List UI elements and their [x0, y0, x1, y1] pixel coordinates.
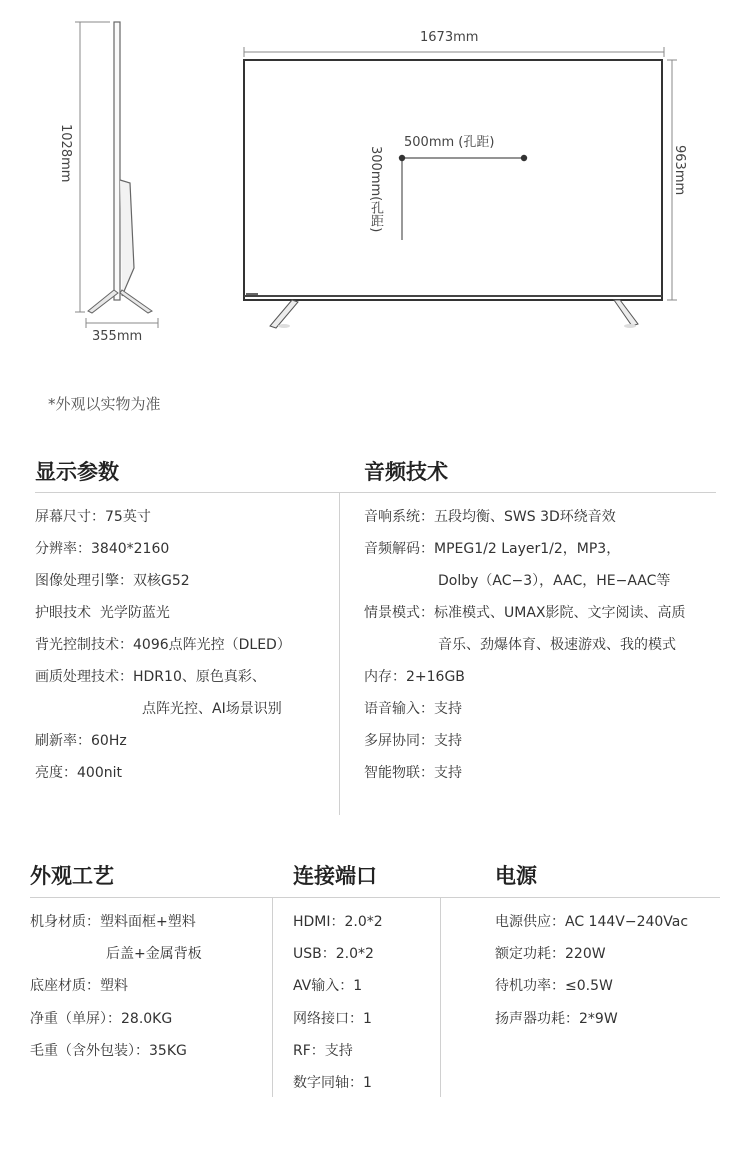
section-divider — [30, 897, 720, 898]
side-view — [75, 22, 158, 328]
front-view — [244, 47, 677, 328]
spec-row: HDMI：2.0*2 — [293, 914, 383, 930]
depth-label: 355mm — [92, 329, 143, 344]
display-section-title: 显示参数 — [35, 460, 119, 484]
spec-row: AV输入：1 — [293, 978, 363, 994]
height-label: 1028mm — [58, 124, 73, 183]
section-divider — [35, 492, 716, 493]
spec-row-continuation: 点阵光控、AI场景识别 — [142, 701, 282, 717]
appearance-section-title: 外观工艺 — [30, 864, 114, 888]
spec-row-continuation: 后盖+金属背板 — [106, 946, 202, 962]
column-divider — [339, 492, 340, 815]
spec-row: 音响系统：五段均衡、SWS 3D环绕音效 — [364, 509, 616, 525]
spec-row: 智能物联：支持 — [364, 765, 462, 781]
spec-row: 屏幕尺寸：75英寸 — [35, 509, 151, 525]
spec-row: 机身材质：塑料面框+塑料 — [30, 914, 196, 930]
spec-row: 分辨率：3840*2160 — [35, 541, 170, 557]
panel-height-label: 963mm — [672, 145, 687, 196]
hole-vertical-label: 300mm(孔距) — [368, 146, 383, 233]
spec-row: 净重（单屏）：28.0KG — [30, 1011, 173, 1027]
spec-row: 画质处理技术：HDR10、原色真彩、 — [35, 669, 266, 685]
power-section-title: 电源 — [495, 864, 537, 888]
spec-row: 情景模式：标准模式、UMAX影院、文字阅读、高质 — [364, 605, 686, 621]
spec-row: 扬声器功耗：2*9W — [495, 1011, 618, 1027]
audio-section-title: 音频技术 — [364, 460, 448, 484]
spec-row: 多屏协同：支持 — [364, 733, 462, 749]
spec-row: 音频解码：MPEG1/2 Layer1/2，MP3， — [364, 541, 621, 557]
spec-row: 底座材质：塑料 — [30, 978, 128, 994]
hole-horizontal-label: 500mm (孔距) — [404, 135, 495, 150]
ports-section-title: 连接端口 — [293, 864, 377, 888]
spec-row: 额定功耗：220W — [495, 946, 606, 962]
spec-row: 刷新率：60Hz — [35, 733, 127, 749]
column-divider — [440, 897, 441, 1097]
spec-row: 网络接口：1 — [293, 1011, 372, 1027]
spec-row: 毛重（含外包装）：35KG — [30, 1043, 187, 1059]
spec-row: 数字同轴：1 — [293, 1075, 372, 1091]
spec-row: RF：支持 — [293, 1043, 353, 1059]
spec-row: USB：2.0*2 — [293, 946, 374, 962]
spec-row: 电源供应：AC 144V−240Vac — [495, 914, 689, 930]
spec-row: 内存：2+16GB — [364, 669, 465, 685]
spec-row: 语音输入：支持 — [364, 701, 462, 717]
spec-row: 亮度：400nit — [35, 765, 122, 781]
column-divider — [272, 897, 273, 1097]
spec-row-continuation: Dolby（AC−3），AAC，HE−AAC等 — [438, 573, 671, 589]
spec-row: 图像处理引擎：双核G52 — [35, 573, 190, 589]
spec-row: 背光控制技术：4096点阵光控（DLED） — [35, 637, 291, 653]
spec-row: 待机功率：≤0.5W — [495, 978, 613, 994]
spec-row-continuation: 音乐、劲爆体育、极速游戏、我的模式 — [438, 637, 676, 653]
spec-row: 护眼技术 光学防蓝光 — [35, 605, 170, 621]
appearance-note: *外观以实物为准 — [48, 395, 161, 413]
width-label: 1673mm — [420, 30, 479, 45]
